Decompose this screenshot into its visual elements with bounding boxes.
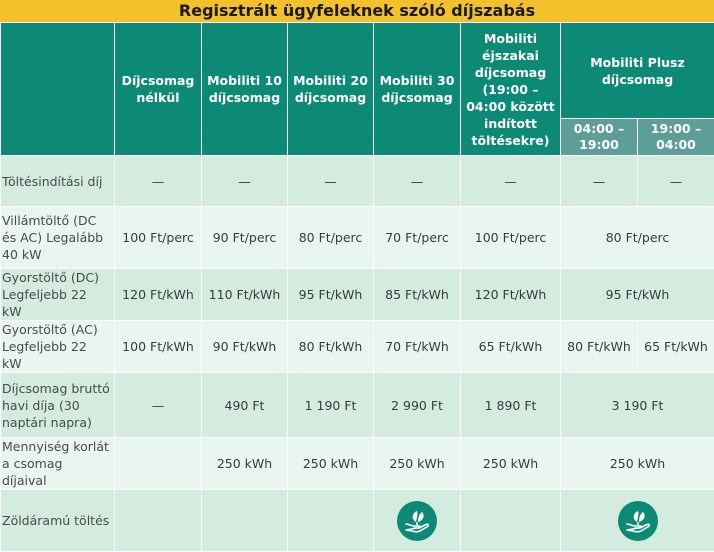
col-subheader-night: 19:00 – 04:00 [638, 119, 714, 156]
cell-value [288, 490, 374, 552]
cell-value: 80 Ft/perc [561, 207, 714, 269]
cell-value: 100 Ft/perc [115, 207, 202, 269]
header-corner [1, 23, 115, 156]
table-row [1, 373, 714, 438]
cell-value: — [288, 156, 374, 207]
cell-value: 120 Ft/kWh [461, 269, 561, 321]
cell-value: 110 Ft/kWh [202, 269, 288, 321]
cell-value: 120 Ft/kWh [115, 269, 202, 321]
row-label: Töltésindítási díj [1, 156, 115, 207]
cell-value: 80 Ft/kWh [288, 321, 374, 373]
cell-value [115, 438, 202, 490]
col-header-mobiliti-10: Mobiliti 10 díjcsomag [202, 23, 288, 156]
cell-value: 250 kWh [461, 438, 561, 490]
cell-value: 95 Ft/kWh [561, 269, 714, 321]
cell-value: — [561, 156, 638, 207]
row-label: Zöldáramú töltés [1, 490, 115, 552]
cell-value: 1 890 Ft [461, 373, 561, 438]
row-label: Díjcsomag bruttó havi díja (30 naptári napra) [1, 373, 115, 438]
cell-value: 250 kWh [374, 438, 461, 490]
col-subheader-day: 04:00 – 19:00 [561, 119, 638, 156]
col-header-mobiliti-20: Mobiliti 20 díjcsomag [288, 23, 374, 156]
cell-value: 250 kWh [561, 438, 714, 490]
cell-value: 3 190 Ft [561, 373, 714, 438]
cell-value: 100 Ft/kWh [115, 321, 202, 373]
cell-value: 2 990 Ft [374, 373, 461, 438]
cell-value: 80 Ft/kWh [561, 321, 638, 373]
cell-value: 80 Ft/perc [288, 207, 374, 269]
cell-value [561, 490, 714, 552]
cell-value: 70 Ft/kWh [374, 321, 461, 373]
row-label: Gyorstöltő (DC) Legfeljebb 22 kW [1, 269, 115, 321]
table-row [1, 321, 714, 373]
col-header-no-package: Díjcsomag nélkül [115, 23, 202, 156]
cell-value: 490 Ft [202, 373, 288, 438]
cell-value: 250 kWh [202, 438, 288, 490]
cell-value [115, 490, 202, 552]
cell-value [374, 490, 461, 552]
row-label: Mennyiség korlát a csomag díjaival [1, 438, 115, 490]
table-row [1, 438, 714, 490]
table-title: Regisztrált ügyfeleknek szóló díjszabás [0, 0, 714, 22]
cell-value: — [115, 373, 202, 438]
green-energy-leaf-hand-icon [618, 501, 658, 541]
cell-value: 250 kWh [288, 438, 374, 490]
table-row [1, 207, 714, 269]
cell-value: 65 Ft/kWh [638, 321, 714, 373]
cell-value [202, 490, 288, 552]
cell-value: 90 Ft/kWh [202, 321, 288, 373]
table-row [1, 490, 714, 552]
col-header-mobiliti-night: Mobiliti éjszakai díjcsomag (19:00 – 04:00 között indított töltésekre) [461, 23, 561, 156]
col-header-mobiliti-30: Mobiliti 30 díjcsomag [374, 23, 461, 156]
cell-value: — [461, 156, 561, 207]
pricing-table [0, 22, 714, 552]
cell-value: — [638, 156, 714, 207]
cell-value: 90 Ft/perc [202, 207, 288, 269]
row-label: Gyorstöltő (AC) Legfeljebb 22 kW [1, 321, 115, 373]
col-header-mobiliti-plusz: Mobiliti Plusz díjcsomag [561, 23, 714, 119]
cell-value: — [115, 156, 202, 207]
cell-value: 70 Ft/perc [374, 207, 461, 269]
cell-value: — [202, 156, 288, 207]
cell-value: 1 190 Ft [288, 373, 374, 438]
cell-value: 100 Ft/perc [461, 207, 561, 269]
cell-value: 85 Ft/kWh [374, 269, 461, 321]
row-label: Villámtöltő (DC és AC) Legalább 40 kW [1, 207, 115, 269]
cell-value: — [374, 156, 461, 207]
cell-value: 95 Ft/kWh [288, 269, 374, 321]
cell-value [461, 490, 561, 552]
cell-value: 65 Ft/kWh [461, 321, 561, 373]
green-energy-leaf-hand-icon [397, 501, 437, 541]
table-row [1, 156, 714, 207]
table-row [1, 269, 714, 321]
